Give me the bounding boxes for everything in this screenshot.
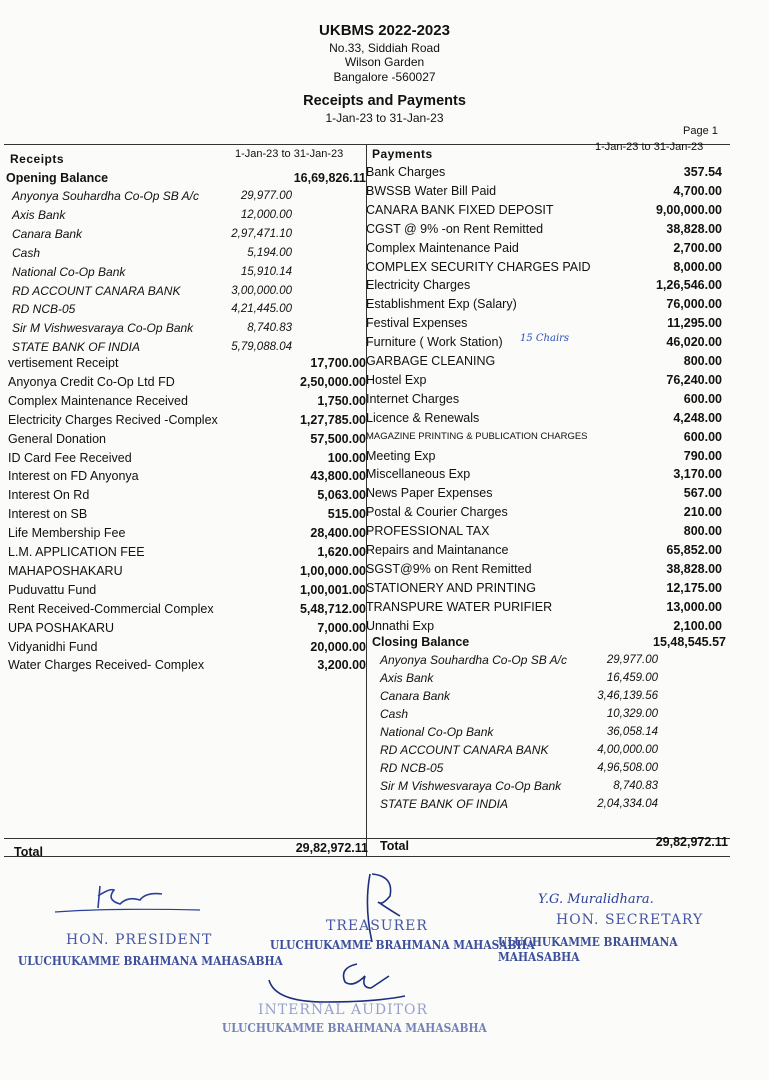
receipt-opening-item-amount: 5,194.00 [247, 246, 292, 259]
payment-item-label: Bank Charges [366, 165, 446, 179]
payment-item-amount: 38,828.00 [666, 561, 722, 576]
payment-closing-item-label: Anyonya Souhardha Co-Op SB A/c [380, 652, 567, 667]
receipt-item-label: ID Card Fee Received [8, 450, 132, 465]
opening-balance-amount: 16,69,826.11 [293, 171, 366, 185]
furniture-note: 15 Chairs [520, 333, 570, 344]
payment-item-label: SGST@9% on Rent Remitted [366, 561, 532, 576]
payment-item-label: BWSSB Water Bill Paid [366, 183, 497, 198]
payment-closing-item-label: Axis Bank [380, 670, 434, 685]
payment-item-label: TRANSPURE WATER PURIFIER [366, 599, 553, 614]
payment-item-amount: 12,175.00 [666, 580, 722, 595]
receipt-item-label: Life Membership Fee [8, 526, 126, 541]
receipt-item-amount: 1,620.00 [317, 545, 366, 559]
org-title: UKBMS 2022-2023 [319, 22, 450, 39]
payments-period-col: 1-Jan-23 to 31-Jan-23 [595, 141, 704, 153]
payment-closing-item-amount: 16,459.00 [606, 671, 658, 684]
payment-closing-item-label: Sir M Vishwesvaraya Co-Op Bank [380, 778, 562, 793]
payment-item-label: Repairs and Maintanance [366, 543, 509, 557]
receipt-item-amount: 1,750.00 [317, 393, 366, 408]
page-number: Page 1 [683, 125, 718, 137]
receipt-item-amount: 1,27,785.00 [299, 412, 366, 427]
payment-closing-item-amount: 4,96,508.00 [597, 761, 658, 774]
payment-item-label: Miscellaneous Exp [366, 467, 471, 482]
receipt-item-label: Anyonya Credit Co-Op Ltd FD [8, 374, 175, 389]
payment-item-label: GARBAGE CLEANING [366, 354, 496, 368]
payment-closing-item-amount: 10,329.00 [606, 707, 658, 720]
payment-item-amount: 567.00 [683, 486, 722, 501]
payment-item-amount: 1,26,546.00 [655, 278, 722, 293]
receipt-opening-item-label: Axis Bank [12, 207, 66, 222]
report-period: 1-Jan-23 to 31-Jan-23 [325, 111, 444, 125]
receipt-item-amount: 1,00,000.00 [299, 563, 366, 578]
receipt-item-label: L.M. APPLICATION FEE [8, 545, 145, 559]
president-org-stamp: ULUCHUKAMME BRAHMANA MAHASABHA [18, 953, 283, 968]
receipt-item-label: MAHAPOSHAKARU [8, 563, 123, 578]
payment-item-label: Furniture ( Work Station) [366, 335, 503, 350]
secretary-org-stamp: ULUCHUKAMME BRAHMANA MAHASABHA [498, 934, 678, 964]
payment-item-label: Complex Maintenance Paid [366, 240, 519, 255]
receipt-item-label: Puduvattu Fund [8, 582, 97, 597]
payment-item-label: Postal & Courier Charges [366, 505, 508, 520]
closing-balance-amount: 15,48,545.57 [653, 634, 726, 649]
opening-balance-label: Opening Balance [6, 171, 109, 185]
payment-closing-item-label: STATE BANK OF INDIA [380, 796, 509, 811]
receipt-item-label: UPA POSHAKARU [8, 620, 115, 635]
report-title: Receipts and Payments [303, 93, 466, 109]
payment-item-label: Licence & Renewals [366, 410, 480, 425]
payment-item-amount: 65,852.00 [666, 543, 722, 557]
receipt-item-amount: 43,800.00 [310, 469, 366, 484]
payment-item-amount: 210.00 [683, 505, 722, 520]
receipt-opening-item-amount: 4,21,445.00 [231, 303, 292, 316]
receipt-item-amount: 100.00 [327, 450, 366, 465]
receipt-item-label: Electricity Charges Recived -Complex [8, 412, 218, 427]
payment-item-label: Electricity Charges [366, 278, 471, 293]
receipt-item-amount: 57,500.00 [310, 431, 366, 446]
treasurer-title: TREASURER [326, 918, 428, 934]
address-line-1: No.33, Siddiah Road [329, 41, 440, 55]
payment-closing-item-label: Cash [380, 706, 409, 721]
secretary-title: HON. SECRETARY [556, 912, 704, 928]
payment-item-label: COMPLEX SECURITY CHARGES PAID [366, 259, 591, 274]
payment-item-label: STATIONERY AND PRINTING [366, 580, 536, 595]
payment-item-amount: 4,700.00 [673, 183, 722, 198]
auditor-org-stamp: ULUCHUKAMME BRAHMANA MAHASABHA [222, 1020, 487, 1035]
payment-item-amount: 9,00,000.00 [655, 202, 722, 217]
payment-closing-item-amount: 3,46,139.56 [597, 689, 658, 702]
payment-item-label: Establishment Exp (Salary) [366, 297, 517, 312]
payments-heading: Payments [372, 147, 433, 161]
receipt-item-amount: 1,00,001.00 [299, 582, 366, 597]
payment-item-label: Unnathi Exp [366, 618, 435, 633]
payments-total-label: Total [380, 839, 409, 853]
receipts-total-amount: 29,82,972.11 [295, 841, 368, 855]
payment-item-label: Meeting Exp [366, 448, 436, 463]
payment-item-amount: 357.54 [683, 165, 722, 179]
payment-closing-item-label: Canara Bank [380, 688, 451, 703]
payment-item-label: MAGAZINE PRINTING & PUBLICATION CHARGES [366, 430, 588, 442]
receipt-item-label: vertisement Receipt [8, 356, 119, 370]
secretary-handwritten-name: Y.G. Muralidhara. [538, 892, 654, 907]
payment-item-amount: 46,020.00 [666, 335, 722, 350]
receipt-opening-item-label: Sir M Vishwesvaraya Co-Op Bank [12, 321, 194, 336]
payment-item-label: Internet Charges [366, 391, 460, 406]
receipt-opening-item-label: STATE BANK OF INDIA [12, 340, 141, 355]
payment-item-label: Hostel Exp [366, 372, 427, 387]
receipt-opening-item-amount: 12,000.00 [240, 208, 292, 221]
receipt-item-amount: 17,700.00 [310, 356, 366, 370]
receipt-item-label: Interest on SB [8, 507, 88, 522]
receipt-opening-item-amount: 8,740.83 [247, 322, 292, 335]
president-signature [50, 878, 220, 918]
payment-item-amount: 600.00 [683, 429, 722, 444]
receipts-period-col: 1-Jan-23 to 31-Jan-23 [235, 148, 344, 160]
receipt-opening-item-label: Canara Bank [12, 226, 83, 241]
receipt-item-amount: 7,000.00 [317, 620, 366, 635]
receipt-item-label: Interest On Rd [8, 488, 90, 503]
receipt-item-amount: 2,50,000.00 [299, 374, 366, 389]
receipt-item-amount: 5,063.00 [317, 488, 366, 503]
payment-item-label: PROFESSIONAL TAX [366, 524, 490, 539]
receipt-item-label: Interest on FD Anyonya [8, 469, 139, 484]
receipt-opening-item-amount: 2,97,471.10 [231, 227, 292, 240]
receipt-item-amount: 3,200.00 [317, 658, 366, 673]
payment-closing-item-label: National Co-Op Bank [380, 724, 494, 739]
table-bottom-rule [4, 856, 730, 857]
payment-item-amount: 800.00 [683, 524, 722, 539]
payments-total-amount: 29,82,972.11 [655, 835, 728, 849]
payment-item-amount: 800.00 [683, 354, 722, 368]
payment-item-amount: 790.00 [683, 448, 722, 463]
receipts-total-label: Total [14, 845, 43, 859]
receipt-item-amount: 28,400.00 [310, 526, 366, 541]
receipt-opening-item-label: RD NCB-05 [12, 302, 76, 317]
receipt-opening-item-label: Anyonya Souhardha Co-Op SB A/c [12, 189, 199, 203]
receipt-opening-item-amount: 29,977.00 [240, 190, 292, 202]
receipt-opening-item-amount: 15,910.14 [240, 265, 292, 278]
payment-item-amount: 38,828.00 [666, 221, 722, 236]
payment-closing-item-label: RD NCB-05 [380, 760, 444, 775]
address-line-2: Wilson Garden [344, 55, 425, 69]
president-title: HON. PRESIDENT [66, 932, 213, 948]
payment-item-amount: 2,100.00 [673, 618, 722, 633]
payment-item-amount: 13,000.00 [666, 599, 722, 614]
payment-closing-item-amount: 8,740.83 [613, 779, 658, 792]
receipt-opening-item-amount: 5,79,088.04 [231, 341, 292, 354]
payment-item-amount: 76,240.00 [666, 372, 722, 387]
receipt-item-amount: 20,000.00 [310, 639, 366, 654]
auditor-title: INTERNAL AUDITOR [258, 1002, 429, 1018]
auditor-signature [265, 958, 415, 1008]
receipt-item-amount: 515.00 [327, 507, 366, 522]
receipt-item-label: Complex Maintenance Received [8, 393, 188, 408]
payment-closing-item-label: RD ACCOUNT CANARA BANK [380, 742, 549, 757]
payment-item-amount: 2,700.00 [673, 240, 722, 255]
receipt-item-label: Rent Received-Commercial Complex [8, 601, 214, 616]
payment-closing-item-amount: 4,00,000.00 [597, 743, 658, 756]
receipts-heading: Receipts [10, 152, 65, 166]
payment-item-amount: 11,295.00 [667, 316, 722, 331]
receipt-opening-item-amount: 3,00,000.00 [231, 284, 292, 297]
payment-closing-item-amount: 29,977.00 [606, 653, 658, 666]
receipt-item-label: Vidyanidhi Fund [8, 639, 98, 654]
address-line-3: Bangalore -560027 [333, 70, 436, 84]
receipt-item-amount: 5,48,712.00 [299, 601, 366, 616]
receipt-item-label: General Donation [8, 431, 106, 446]
payment-item-amount: 8,000.00 [673, 259, 722, 274]
payment-item-amount: 600.00 [683, 391, 722, 406]
payment-item-label: Festival Expenses [366, 316, 468, 331]
payment-item-label: CGST @ 9% -on Rent Remitted [366, 221, 544, 236]
closing-balance-label: Closing Balance [372, 634, 470, 649]
payment-item-amount: 76,000.00 [666, 297, 722, 312]
payment-item-amount: 3,170.00 [673, 467, 722, 482]
payment-item-label: News Paper Expenses [366, 486, 493, 501]
receipt-item-label: Water Charges Received- Complex [8, 658, 205, 673]
receipt-opening-item-label: RD ACCOUNT CANARA BANK [12, 283, 181, 298]
payment-item-amount: 4,248.00 [673, 410, 722, 425]
treasurer-org-stamp: ULUCHUKAMME BRAHMANA MAHASABHA [270, 937, 535, 952]
payment-item-label: CANARA BANK FIXED DEPOSIT [366, 202, 554, 217]
payment-closing-item-amount: 36,058.14 [606, 725, 658, 738]
payment-closing-item-amount: 2,04,334.04 [597, 797, 658, 810]
receipt-opening-item-label: National Co-Op Bank [12, 264, 126, 279]
receipt-opening-item-label: Cash [12, 245, 41, 260]
